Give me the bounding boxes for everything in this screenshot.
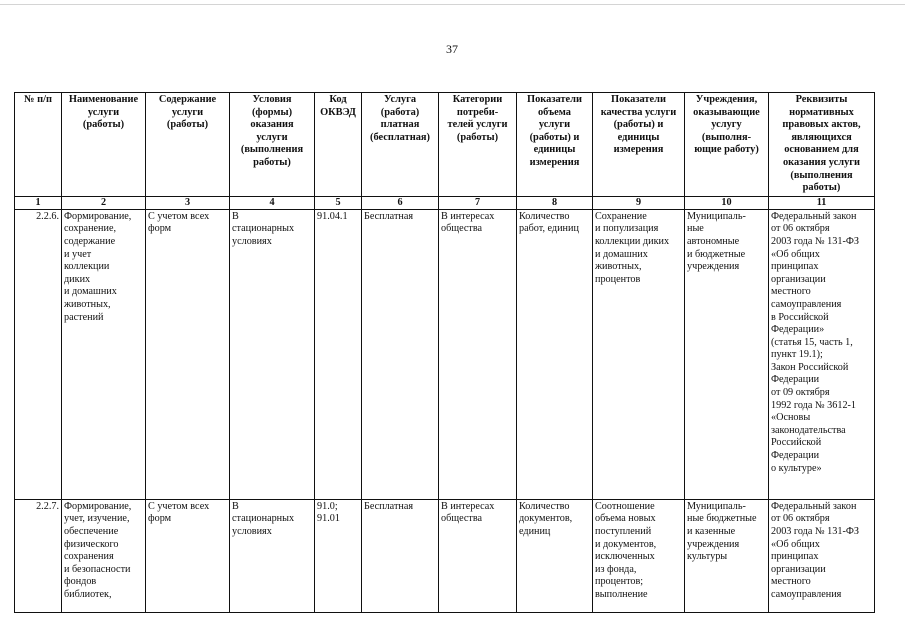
cell-text-line: общества bbox=[441, 223, 483, 235]
cell-text-line: местного bbox=[771, 576, 811, 588]
cell-text-line: автономные bbox=[687, 235, 740, 247]
column-number: 6 bbox=[362, 196, 439, 209]
okved-code-cell bbox=[315, 499, 362, 612]
cell-text-line: измерения bbox=[529, 156, 580, 168]
cell-text-line: качества услуги bbox=[600, 106, 677, 118]
cell-text-line: ные bbox=[687, 223, 704, 235]
column-number: 4 bbox=[230, 196, 315, 209]
cell-text-line: стационарных bbox=[232, 223, 295, 235]
cell-text-line: условиях bbox=[232, 235, 272, 247]
cell-text-line: единицы bbox=[617, 131, 660, 143]
cell-text-line: растений bbox=[64, 311, 104, 323]
cell-text-line: С учетом всех bbox=[148, 500, 210, 512]
cell-text-line: 1992 года № 3612-1 bbox=[771, 399, 857, 411]
column-number: 2 bbox=[62, 196, 146, 209]
cell-text-line: процентов; bbox=[595, 576, 644, 588]
cell-text-line: нормативных bbox=[789, 106, 854, 118]
column-number: 11 bbox=[769, 196, 875, 209]
consumer-category-cell bbox=[439, 499, 517, 612]
cell-text-line: законодательства bbox=[771, 424, 846, 436]
cell-text-line: самоуправления bbox=[771, 588, 842, 600]
cell-text-line: и домашних bbox=[595, 248, 648, 260]
service-name-cell bbox=[62, 209, 146, 499]
cell-text-line: Количество bbox=[519, 210, 570, 222]
cell-text-line: учреждения bbox=[687, 538, 740, 550]
cell-text-line: 2.2.6. bbox=[36, 210, 59, 222]
cell-text-line: Федеральный закон bbox=[771, 210, 857, 222]
cell-text-line: услуги bbox=[171, 106, 204, 118]
cell-text-line: услуги bbox=[538, 119, 571, 131]
cell-text-line: Условия bbox=[252, 94, 292, 105]
cell-text-line: животных, bbox=[595, 261, 642, 273]
cell-text-line: Учреждения, bbox=[695, 94, 758, 105]
cell-text-line: Содержание bbox=[158, 94, 217, 105]
cell-text-line: Формирование, bbox=[64, 210, 132, 222]
cell-text-line: № п/п bbox=[24, 94, 52, 105]
cell-text-line: объема bbox=[537, 106, 571, 118]
header-row bbox=[15, 93, 875, 197]
cell-text-line: Бесплатная bbox=[364, 500, 414, 512]
cell-text-line: (работы) и bbox=[613, 119, 664, 131]
legal-acts-cell bbox=[769, 499, 875, 612]
cell-text-line: от 06 октября bbox=[771, 223, 830, 235]
cell-text-line: Закон Российской bbox=[771, 361, 849, 373]
header-cell-conditions bbox=[230, 93, 315, 197]
cell-text-line: 2003 года № 131-ФЗ bbox=[771, 235, 859, 247]
cell-text-line: измерения bbox=[613, 144, 664, 156]
cell-text-line: Муниципаль- bbox=[687, 500, 746, 512]
cell-text-line: (работы) bbox=[456, 131, 499, 143]
cell-text-line: 91.0; bbox=[317, 500, 338, 512]
cell-text-line: и документов, bbox=[595, 538, 657, 550]
column-number: 8 bbox=[517, 196, 593, 209]
cell-text-line: услугу bbox=[711, 119, 742, 131]
cell-text-line: платная bbox=[380, 119, 420, 131]
cell-text-line: библиотек, bbox=[64, 588, 112, 600]
cell-text-line: Федерации» bbox=[771, 324, 825, 336]
cell-text-line: Код bbox=[329, 94, 347, 105]
cell-text-line: услуги bbox=[87, 106, 120, 118]
legal-acts-cell bbox=[769, 209, 875, 499]
cell-text-line: 2003 года № 131-ФЗ bbox=[771, 525, 859, 537]
cell-text-line: пункт 19.1); bbox=[771, 349, 823, 361]
cell-text-line: 2.2.7. bbox=[36, 500, 59, 512]
cell-text-line: от 06 октября bbox=[771, 513, 830, 525]
cell-text-line: В bbox=[232, 500, 239, 512]
cell-text-line: Показатели bbox=[527, 94, 582, 105]
cell-text-line: принципах bbox=[771, 261, 819, 273]
cell-text-line: сохранение, bbox=[64, 223, 117, 235]
cell-text-line: объема новых bbox=[595, 513, 656, 525]
cell-text-line: Формирование, bbox=[64, 500, 132, 512]
cell-text-line: основанием для bbox=[784, 144, 859, 156]
cell-text-line: исключенных bbox=[595, 551, 655, 563]
service-name-cell bbox=[62, 499, 146, 612]
cell-text-line: В bbox=[232, 210, 239, 222]
header-cell-consumer-categories bbox=[439, 93, 517, 197]
service-content-cell bbox=[146, 209, 230, 499]
cell-text-line: и казенные bbox=[687, 525, 736, 537]
column-number: 10 bbox=[685, 196, 769, 209]
cell-text-line: Соотношение bbox=[595, 500, 655, 512]
cell-text-line: (работы) bbox=[82, 119, 125, 131]
cell-text-line: Количество bbox=[519, 500, 570, 512]
cell-text-line: условиях bbox=[232, 525, 272, 537]
cell-text-line: учет, изучение, bbox=[64, 513, 130, 525]
cell-text-line: форм bbox=[148, 223, 172, 235]
cell-text-line: (работы) bbox=[166, 119, 209, 131]
cell-text-line: и домашних bbox=[64, 286, 117, 298]
cell-text-line: содержание bbox=[64, 235, 116, 247]
cell-text-line: оказывающие bbox=[693, 106, 760, 118]
cell-text-line: ющие работу) bbox=[694, 144, 759, 156]
column-number: 1 bbox=[15, 196, 62, 209]
cell-text-line: ные бюджетные bbox=[687, 513, 757, 525]
consumer-category-cell bbox=[439, 209, 517, 499]
conditions-cell bbox=[230, 209, 315, 499]
header-cell-okved-code bbox=[315, 93, 362, 197]
cell-text-line: организации bbox=[771, 273, 826, 285]
page-number: 37 bbox=[446, 42, 458, 56]
header-cell-quality-indicators bbox=[593, 93, 685, 197]
cell-text-line: услуги bbox=[256, 131, 288, 143]
cell-text-line: В интересах bbox=[441, 210, 495, 222]
quality-indicator-cell bbox=[593, 209, 685, 499]
cell-text-line: Федерации bbox=[771, 374, 820, 386]
cell-text-line: форм bbox=[148, 513, 172, 525]
cell-text-line: 91.04.1 bbox=[317, 210, 348, 222]
cell-text-line: В интересах bbox=[441, 500, 495, 512]
cell-text-line: из фонда, bbox=[595, 563, 637, 575]
provider-cell bbox=[685, 499, 769, 612]
cell-text-line: о культуре» bbox=[771, 462, 822, 474]
cell-text-line: от 09 октября bbox=[771, 387, 830, 399]
cell-text-line: (выполнения bbox=[240, 144, 304, 156]
cell-text-line: документов, bbox=[519, 513, 573, 525]
cell-text-line: Реквизиты bbox=[795, 94, 848, 105]
cell-text-line: (работа) bbox=[380, 106, 420, 118]
service-content-cell bbox=[146, 499, 230, 612]
volume-indicator-cell bbox=[517, 209, 593, 499]
cell-text-line: правовых актов, bbox=[782, 119, 861, 131]
cell-text-line: работы) bbox=[253, 156, 291, 168]
page-top-edge bbox=[0, 4, 905, 5]
header-cell-volume-indicators bbox=[517, 93, 593, 197]
okved-code-cell bbox=[315, 209, 362, 499]
header-cell-legal-acts bbox=[769, 93, 875, 197]
cell-text-line: (формы) bbox=[251, 106, 293, 118]
header-cell-number bbox=[15, 93, 62, 197]
cell-text-line: физического bbox=[64, 538, 119, 550]
cell-text-line: в Российской bbox=[771, 311, 829, 323]
cell-text-line: коллекции bbox=[64, 261, 110, 273]
column-number: 9 bbox=[593, 196, 685, 209]
table-row bbox=[15, 209, 875, 499]
cell-text-line: С учетом всех bbox=[148, 210, 210, 222]
cell-text-line: (выполня- bbox=[701, 131, 752, 143]
cell-text-line: оказания bbox=[250, 119, 294, 131]
volume-indicator-cell bbox=[517, 499, 593, 612]
cell-text-line: поступлений bbox=[595, 525, 652, 537]
cell-text-line: работы) bbox=[802, 182, 841, 194]
cell-text-line: Показатели bbox=[611, 94, 666, 105]
cell-text-line: Федерации bbox=[771, 450, 820, 462]
cell-text-line: оказания услуги bbox=[782, 156, 860, 168]
services-register-table bbox=[14, 92, 875, 613]
column-number-row bbox=[15, 196, 875, 209]
provider-cell bbox=[685, 209, 769, 499]
cell-text-line: Муниципаль- bbox=[687, 210, 746, 222]
cell-text-line: 91.01 bbox=[317, 513, 340, 525]
cell-text-line: фондов bbox=[64, 576, 97, 588]
cell-text-line: единицы bbox=[533, 144, 576, 156]
header-cell-service-content bbox=[146, 93, 230, 197]
column-number: 7 bbox=[439, 196, 517, 209]
cell-text-line: выполнение bbox=[595, 588, 648, 600]
cell-text-line: Российской bbox=[771, 437, 822, 449]
cell-text-line: «Об общих bbox=[771, 248, 820, 260]
cell-text-line: культуры bbox=[687, 551, 728, 563]
cell-text-line: общества bbox=[441, 513, 483, 525]
cell-text-line: (бесплатная) bbox=[370, 131, 430, 143]
quality-indicator-cell bbox=[593, 499, 685, 612]
cell-text-line: учреждения bbox=[687, 261, 740, 273]
cell-text-line: и бюджетные bbox=[687, 248, 746, 260]
cell-text-line: «Основы bbox=[771, 412, 811, 424]
cell-text-line: (работы) и bbox=[529, 131, 580, 143]
column-number: 5 bbox=[315, 196, 362, 209]
cell-text-line: ОКВЭД bbox=[320, 106, 356, 118]
cell-text-line: местного bbox=[771, 286, 811, 298]
cell-text-line: Сохранение bbox=[595, 210, 647, 222]
cell-text-line: и учет bbox=[64, 248, 92, 260]
row-number-cell bbox=[15, 209, 62, 499]
paid-free-cell bbox=[362, 209, 439, 499]
paid-free-cell bbox=[362, 499, 439, 612]
cell-text-line: телей услуги bbox=[447, 119, 508, 131]
cell-text-line: коллекции диких bbox=[595, 235, 670, 247]
cell-text-line: Наименование bbox=[68, 94, 139, 105]
cell-text-line: процентов bbox=[595, 273, 641, 285]
cell-text-line: Федеральный закон bbox=[771, 500, 857, 512]
cell-text-line: единиц bbox=[519, 525, 551, 537]
cell-text-line: и популизация bbox=[595, 223, 659, 235]
cell-text-line: и безопасности bbox=[64, 563, 131, 575]
cell-text-line: (выполнения bbox=[790, 169, 853, 181]
cell-text-line: Бесплатная bbox=[364, 210, 414, 222]
cell-text-line: являющихся bbox=[791, 131, 852, 143]
cell-text-line: организации bbox=[771, 563, 826, 575]
cell-text-line: стационарных bbox=[232, 513, 295, 525]
header-cell-paid-free bbox=[362, 93, 439, 197]
cell-text-line: принципах bbox=[771, 551, 819, 563]
header-cell-service-name bbox=[62, 93, 146, 197]
header-cell-providers bbox=[685, 93, 769, 197]
cell-text-line: Услуга bbox=[383, 94, 417, 105]
column-number: 3 bbox=[146, 196, 230, 209]
cell-text-line: «Об общих bbox=[771, 538, 820, 550]
cell-text-line: (статья 15, часть 1, bbox=[771, 336, 853, 348]
cell-text-line: обеспечение bbox=[64, 525, 119, 537]
cell-text-line: диких bbox=[64, 273, 91, 285]
row-number-cell bbox=[15, 499, 62, 612]
conditions-cell bbox=[230, 499, 315, 612]
table-row bbox=[15, 499, 875, 612]
cell-text-line: работ, единиц bbox=[519, 223, 579, 235]
cell-text-line: потреби- bbox=[456, 106, 499, 118]
cell-text-line: Категории bbox=[452, 94, 503, 105]
cell-text-line: самоуправления bbox=[771, 298, 842, 310]
cell-text-line: животных, bbox=[64, 298, 111, 310]
cell-text-line: сохранения bbox=[64, 551, 114, 563]
